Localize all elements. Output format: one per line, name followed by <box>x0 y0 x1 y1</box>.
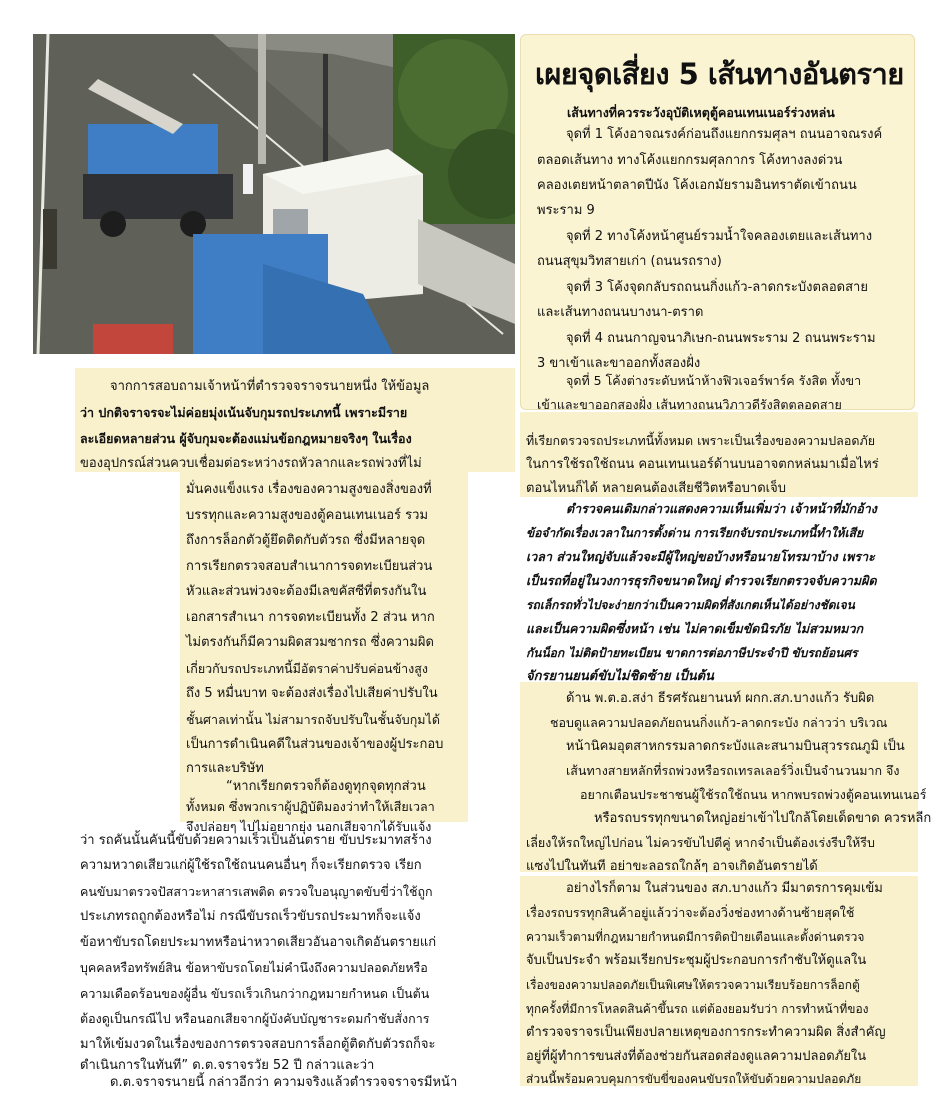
text-line: เอกสารสำเนา การจดทะเบียนทั้ง 2 ส่วน หาก <box>186 610 435 625</box>
text-line: และเป็นความผิดซึ่งหน้า เช่น ไม่คาดเข็มขัดนิรภัย ไม่สวมหมวก <box>526 621 864 636</box>
text-line: ด.ต.จราจรนายนี้ กล่าวอีกว่า ความจริงแล้วตำรวจจราจรมีหน้า <box>110 1075 458 1090</box>
truck-crane-container-photo <box>33 34 515 354</box>
text-line: เส้นทางสายหลักที่รถพ่วงหรือรถเทรลเลอร์วิ่งเป็นจำนวนมาก จึง <box>566 763 900 778</box>
text-line: จับเป็นประจำ พร้อมเรียกประชุมผู้ประกอบการกำชับให้ดูแลใน <box>526 953 867 968</box>
text-line: ไม่ตรงกันก็มีความผิดสวมซากรถ ซึ่งความผิด <box>186 635 434 650</box>
text-line: ส่วนนี้พร้อมควบคุมการขับขี่ของคนขับรถให้ขับด้วยความปลอดภัย <box>526 1072 862 1086</box>
text-line: ถึง 5 หมื่นบาท จะต้องส่งเรื่องไปเสียค่าปรับใน <box>186 686 438 701</box>
text-line: ความเร็วตามที่กฎหมายกำหนดมีการติดป้ายเตือนและตั้งด่านตรวจ <box>526 930 865 944</box>
text-line: ว่า รถคันนั้นคันนี้ขับด้วยความเร็วเป็นอันตราย ขับประมาทสร้าง <box>80 833 432 848</box>
text-line: ข้อจำกัดเรื่องเวลาในการตั้งด่าน การเรียกจับรถประเภทนี้ทำให้เสีย <box>526 526 864 540</box>
text-line: แซงไปในทันที อย่าขะลอรถใกล้ๆ อาจเกิดอันตรายได้ <box>526 859 818 874</box>
text-line: ต้องดูเป็นกรณีไป หรือนอกเสียจากผู้บังคับบัญชาระดมกำชับสั่งการ <box>80 1011 430 1026</box>
text-line: ในการใช้รถใช้ถนน คอนเทนเนอร์ด้านบนอาจตกหล่นมาเมื่อไหร่ <box>526 457 879 472</box>
text-line: ถึงการล็อกตัวตู้ยึดติดกับตัวรถ ซึ่งมีหลายจุด <box>186 533 426 548</box>
text-line: คนขับมาตรวจปัสสาวะหาสารเสพติด ตรวจใบอนุญาตขับขี่ว่าใช้ถูก <box>80 884 433 899</box>
news-photo <box>33 34 515 354</box>
text-line: เรื่องรถบรรทุกสินค้าอยู่แล้วว่าจะต้องวิ่งช่องทางด้านซ้ายสุดใช้ <box>526 905 855 920</box>
box-line: และเส้นทางถนนบางนา-ตราด <box>537 305 704 320</box>
box-subtitle: เส้นทางที่ควรระวังอุบัติเหตุตู้คอนเทนเนอร์ร่วงหล่น <box>567 105 835 120</box>
box-line: จุดที่ 2 ทางโค้งหน้าศูนย์รวมน้ำใจคลองเตยและเส้นทาง <box>566 229 873 244</box>
text-line: การและบริษัท <box>186 761 264 776</box>
box-line: เข้าและขาออกสองฝั่ง เส้นทางถนนวิภาวดีรังสิตตลอดสาย <box>537 397 842 412</box>
text-line: จากการสอบถามเจ้าหน้าที่ตำรวจจราจรนายหนึ่ง ให้ข้อมูล <box>110 379 430 394</box>
text-line: ละเอียดหลายส่วน ผู้จับกุมจะต้องแม่นข้อกฎหมายจริงๆ ในเรื่อง <box>80 431 412 446</box>
text-line: ข้อหาขับรถโดยประมาทหรือน่าหวาดเสียวอันอาจเกิดอันตรายแก่ <box>80 935 437 950</box>
box-line: คลองเตยหน้าตลาดปีนัง โค้งเอกมัยรามอินทราตัดเข้าถนน <box>537 178 857 193</box>
text-line: อย่างไรก็ตาม ในส่วนของ สภ.บางแก้ว มีมาตรการคุมเข้ม <box>566 881 883 896</box>
box-line: พระราม 9 <box>537 203 595 218</box>
text-line: ชอบดูแลความปลอดภัยถนนกิ่งแก้ว-ลาดกระบัง กล่าวว่า บริเวณ <box>550 715 888 730</box>
danger-routes-box <box>520 34 915 410</box>
box-line: ถนนสุขุมวิทสายเก่า (ถนนรถราง) <box>537 254 722 269</box>
text-line: ดำเนินการในทันที” ด.ต.จราจรวัย 52 ปี กล่าวและว่า <box>80 1058 375 1073</box>
text-line: บุคคลหรือทรัพย์สิน ข้อหาขับรถโดยไม่คำนึงถึงความปลอดภัยหรือ <box>80 960 428 975</box>
text-line: หัวและส่วนพ่วงจะต้องมีเลขคัสซีที่ตรงกันใน <box>186 584 427 599</box>
text-line: เรื่องของความปลอดภัยเป็นพิเศษให้ตรวจความเรียบร้อยการล็อกตู้ <box>526 978 860 992</box>
text-line: ตอนไหนก็ได้ หลายคนต้องเสียชีวิตหรือบาดเจ็บ <box>526 481 786 496</box>
box-line: จุดที่ 3 โค้งจุดกลับรถถนนกิ่งแก้ว-ลาดกระบังตลอดสาย <box>566 280 868 295</box>
text-line: มั่นคงแข็งแรง เรื่องของความสูงของสิ่งของที่ <box>186 482 432 497</box>
text-line: ตำรวจคนเดิมกล่าวแสดงความเห็นเพิ่มว่า เจ้าหน้าที่มักอ้าง <box>566 501 877 516</box>
text-line: ของอุปกรณ์ส่วนควบเชื่อมต่อระหว่างรถหัวลากและรถพ่วงที่ไม่ <box>80 456 422 471</box>
text-line: เป็นรถที่อยู่ในวงการธุรกิจขนาดใหญ่ ตำรวจเรียกตรวจจับความผิด <box>526 573 877 588</box>
text-line: หรือรถบรรทุกขนาดใหญ่อย่าเข้าไปใกล้โดยเด็ดขาด ควรหลีก <box>594 811 932 826</box>
text-line: จักรยานยนต์ขับไม่ชิดซ้าย เป็นต้น <box>526 669 714 684</box>
text-line: ด้าน พ.ต.อ.สง่า ธีรศรัณยานนท์ ผกก.สภ.บางแก้ว รับผิด <box>566 691 875 706</box>
text-line: เลี่ยงให้รถใหญ่ไปก่อน ไม่ควรขับไปตีคู่ หากจำเป็นต้องเร่งรีบให้รีบ <box>526 835 875 850</box>
text-line: การเรียกตรวจสอบสำเนาการจดทะเบียนส่วน <box>186 559 433 574</box>
text-line: ชั้นศาลเท่านั้น ไม่สามารถจับปรับในชั้นจับกุมได้ <box>186 712 440 727</box>
text-line: อยู่ที่ผู้ทำการขนส่งที่ต้องช่วยกันสอดส่องดูแลความปลอดภัยใน <box>526 1049 867 1064</box>
text-line: ทั้งหมด ซึ่งพวกเราผู้ปฏิบัติมองว่าทำให้เสียเวลา <box>186 799 435 814</box>
text-line: กันน็อก ไม่ติดป้ายทะเบียน ขาดการต่อภาษีประจำปี ขับรถย้อนศร <box>526 646 858 660</box>
text-line: จึงปล่อยๆ ไปไม่อยากยุ่ง นอกเสียจากได้รับแจ้ง <box>186 819 432 834</box>
text-line: บรรทุกและความสูงของตู้คอนเทนเนอร์ รวม <box>186 508 429 523</box>
box-line: ตลอดเส้นทาง ทางโค้งแยกกรมศุลกากร โค้งทางลงด่วน <box>537 153 843 168</box>
text-line: ความเดือดร้อนของผู้อื่น ขับรถเร็วเกินกว่ากฎหมายกำหนด เป็นต้น <box>80 986 430 1001</box>
text-line: ว่า ปกติจราจรจะไม่ค่อยมุ่งเน้นจับกุมรถประเภทนี้ เพราะมีราย <box>80 405 408 420</box>
box-line: จุดที่ 5 โค้งต่างระดับหน้าห้างฟิวเจอร์พาร์ค รังสิต ทั้งขา <box>566 373 862 388</box>
box-line: จุดที่ 1 โค้งอาจณรงค์ก่อนถึงแยกกรมศุลฯ ถนนอาจณรงค์ <box>566 127 883 142</box>
box-line: จุดที่ 4 ถนนกาญจนาภิเษก-ถนนพระราม 2 ถนนพระราม <box>566 331 876 346</box>
text-line: หน้านิคมอุตสาหกรรมลาดกระบังและสนามบินสุวรรณภูมิ เป็น <box>566 739 905 754</box>
text-line: ตำรวจจราจรเป็นเพียงปลายเหตุของการกระทำความผิด สิ่งสำคัญ <box>526 1025 886 1040</box>
text-line: ทุกครั้งที่มีการโหลดสินค้าขึ้นรถ แต่ต้องยอมรับว่า การทำหน้าที่ของ <box>526 1002 869 1016</box>
text-line: ประเภทรถถูกต้องหรือไม่ กรณีขับรถเร็วขับรถประมาทก็จะแจ้ง <box>80 909 421 924</box>
text-line: มาให้เข้มงวดในเรื่องของการตรวจสอบการล็อกตู้ติดกับตัวรถก็จะ <box>80 1037 436 1052</box>
text-line: เกี่ยวกับรถประเภทนี้มีอัตราค่าปรับค่อนข้างสูง <box>186 661 429 676</box>
text-line: รถเล็กรถทั่วไปจะง่ายกว่าเป็นความผิดที่สังเกตเห็นได้อย่างชัดเจน <box>526 598 855 612</box>
text-line: ที่เรียกตรวจรถประเภทนี้ทั้งหมด เพราะเป็นเรื่องของความปลอดภัย <box>526 433 876 448</box>
box-line: 3 ขาเข้าและขาออกทั้งสองฝั่ง <box>537 356 701 371</box>
text-line: “หากเรียกตรวจก็ต้องดูทุกจุดทุกส่วน <box>226 779 426 794</box>
text-line: เวลา ส่วนใหญ่จับแล้วจะมีผู้ใหญ่ขอบ้างหรือนายโทรมาบ้าง เพราะ <box>526 549 875 564</box>
text-line: เป็นการดำเนินคดีในส่วนของเจ้าของผู้ประกอบ <box>186 737 444 752</box>
text-line: ความหวาดเสียวแก่ผู้ใช้รถใช้ถนนคนอื่นๆ ก็จะเรียกตรวจ เรียก <box>80 858 422 873</box>
box-title: เผยจุดเสี่ยง 5 เส้นทางอันตราย <box>535 57 904 91</box>
text-line: อยากเตือนประชาชนผู้ใช้รถใช้ถนน หากพบรถพ่วงตู้คอนเทนเนอร์ <box>580 787 927 802</box>
